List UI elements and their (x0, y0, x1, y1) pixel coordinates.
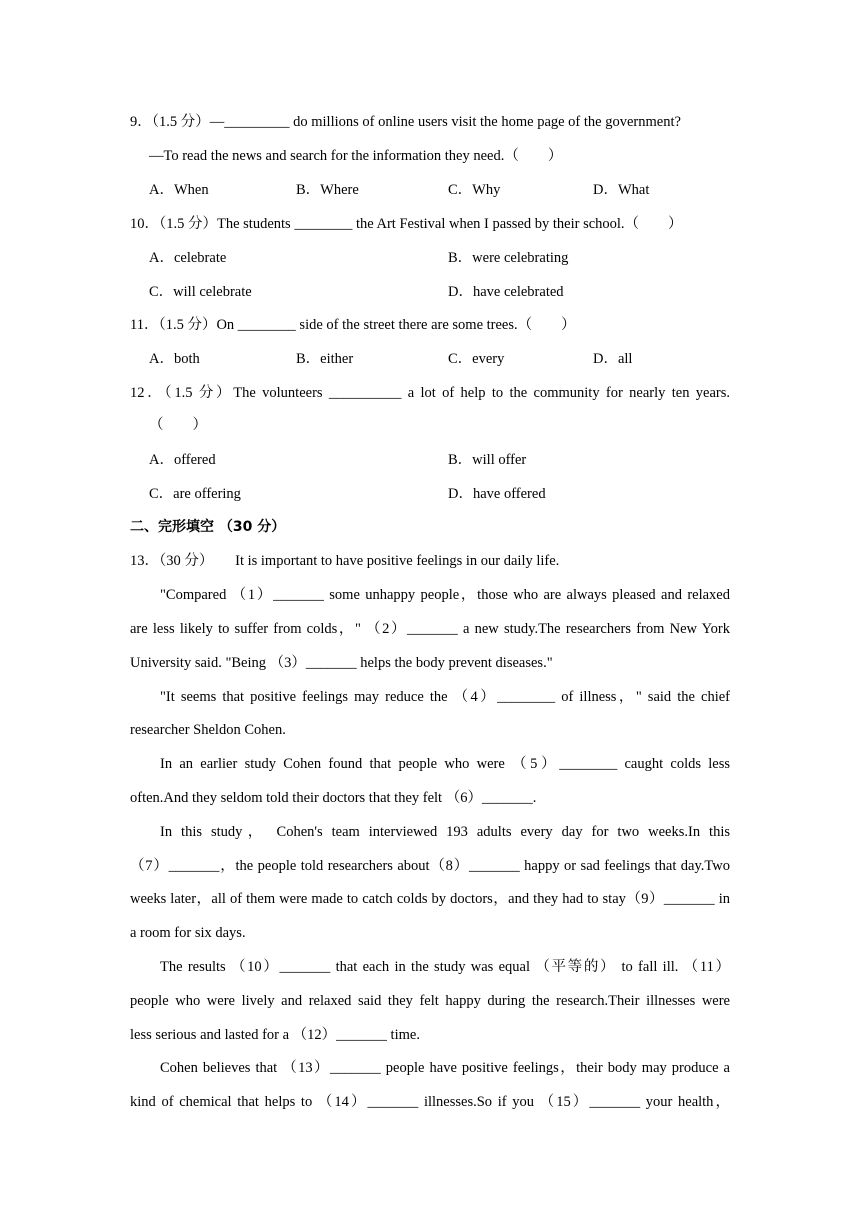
q11-stem: 11．（1.5 分）On ________ side of the street there are some trees.（ ） (130, 317, 576, 333)
q12-option-d: D．have offered (448, 486, 546, 502)
passage-line: less serious and lasted for a （12）_______ time. (130, 1027, 420, 1043)
q12-stem: 12．（1.5 分）The volunteers __________ a lot of help to the community for nearly ten years. (130, 385, 730, 401)
passage-line: "Compared （1）_______ some unhappy people，those who are always pleased and relaxed (160, 587, 730, 603)
q9-option-d: D．What (593, 182, 650, 198)
q10-option-d: D．have celebrated (448, 284, 564, 300)
q12-bracket: （ ） (149, 417, 207, 433)
passage-line: Cohen believes that （13）_______ people have positive feelings，their body may produce a (160, 1060, 730, 1076)
q13-intro: 13．（30 分） It is important to have positive feelings in our daily life. (130, 553, 560, 569)
q12-option-b: B．will offer (448, 452, 527, 468)
q10-option-a: A．celebrate (149, 250, 227, 266)
q9-answer-line: —To read the news and search for the information they need.（ ） (149, 148, 563, 164)
q11-option-d: D．all (593, 351, 633, 367)
q11-option-c: C．every (448, 351, 505, 367)
q10-option-c: C．will celebrate (149, 284, 252, 300)
passage-line: （7）_______，the people told researchers about（8）_______ happy or sad feelings that day.Two (130, 858, 730, 874)
passage-line: people who were lively and relaxed said they felt happy during the research.Their illnesses were (130, 993, 730, 1009)
passage-line: "It seems that positive feelings may reduce the （4）________ of illness，" said the chief (160, 689, 730, 705)
passage-line: kind of chemical that helps to （14）_______ illnesses.So if you （15）_______ your health， (130, 1094, 730, 1110)
q11-option-b: B．either (296, 351, 354, 367)
q10-option-b: B．were celebrating (448, 250, 569, 266)
q11-option-a: A．both (149, 351, 200, 367)
q9-option-c: C．Why (448, 182, 501, 198)
passage-line: University said. "Being （3）_______ helps the body prevent diseases." (130, 655, 553, 671)
passage-line: weeks later，all of them were made to catch colds by doctors，and they had to stay（9）_______ in (130, 891, 730, 907)
passage-line: are less likely to suffer from colds，" （2）_______ a new study.The researchers from New York (130, 621, 730, 637)
passage-line: In an earlier study Cohen found that people who were （5）________ caught colds less (160, 756, 730, 772)
q10-stem: 10．（1.5 分）The students ________ the Art Festival when I passed by their school.（ ） (130, 216, 683, 232)
passage-line: The results （10）_______ that each in the study was equal （平等的） to fall ill. （11） (160, 959, 730, 975)
passage-line: researcher Sheldon Cohen. (130, 722, 286, 738)
q9-option-a: A．When (149, 182, 209, 198)
q12-option-c: C．are offering (149, 486, 241, 502)
passage-line: often.And they seldom told their doctors that they felt （6）_______. (130, 790, 537, 806)
section-heading-cloze: 二、完形填空 （30 分） (130, 519, 286, 535)
passage-line: a room for six days. (130, 925, 246, 941)
q12-option-a: A．offered (149, 452, 216, 468)
passage-line: In this study， Cohen's team interviewed 193 adults every day for two weeks.In this (160, 824, 730, 840)
q9-option-b: B．Where (296, 182, 359, 198)
q9-stem: 9．（1.5 分）—_________ do millions of online users visit the home page of the government? (130, 114, 681, 130)
